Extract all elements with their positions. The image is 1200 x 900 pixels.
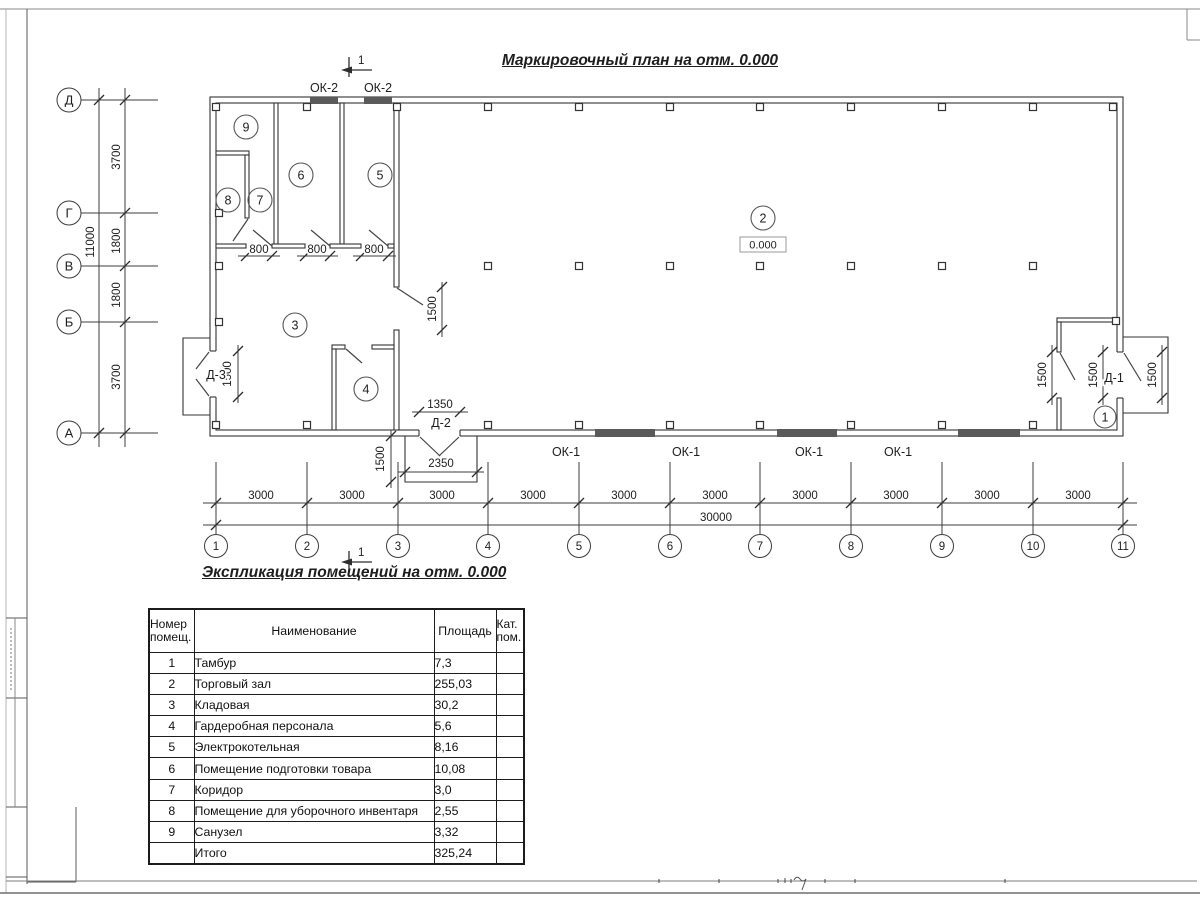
dim-label: 1800 [111, 282, 123, 308]
entrance-vestibules [183, 337, 1168, 482]
axis-row-label: Д [64, 92, 74, 108]
dim-label: 3000 [702, 490, 728, 502]
room-number-cell: 5 [149, 737, 194, 758]
window-mark: ОК-2 [309, 81, 339, 95]
room-name-cell: Гардеробная персонала [194, 716, 434, 737]
room-area-cell: 7,3 [434, 652, 496, 673]
table-row [149, 779, 524, 800]
room-number: 4 [362, 382, 370, 397]
room-number: 9 [242, 120, 250, 135]
axis-col-label: 5 [575, 541, 583, 553]
room-area-cell: 5,6 [434, 716, 496, 737]
room-name-cell: Помещение для уборочного инвентаря [194, 800, 434, 821]
dim-label: 3000 [520, 490, 546, 502]
room-name-cell: Тамбур [194, 652, 434, 673]
table-row [149, 800, 524, 821]
axis-col-label: 2 [303, 541, 311, 553]
dim-label: 3000 [883, 490, 909, 502]
table-row [149, 716, 524, 737]
room-labels [216, 115, 1116, 428]
room-number-cell: 1 [149, 652, 194, 673]
axis-col-label: 3 [394, 541, 402, 553]
dim-label: 3000 [429, 490, 455, 502]
room-area-cell: 10,08 [434, 758, 496, 779]
room-name-cell: Электрокотельная [194, 737, 434, 758]
dim-label: 1500 [427, 296, 439, 322]
dim-label: 2350 [428, 458, 454, 470]
room-number: 5 [376, 168, 384, 183]
table-row [149, 737, 524, 758]
axis-col-label: 9 [938, 541, 946, 553]
door-mark: Д-2 [431, 416, 451, 430]
dim-label: 800 [364, 244, 384, 256]
window-mark: ОК-1 [794, 445, 824, 459]
room-number-cell: 3 [149, 694, 194, 715]
footer-stamp [6, 877, 1197, 890]
axis-col-label: 10 [1026, 541, 1040, 553]
dim-label: 1500 [1037, 362, 1049, 388]
table-row [149, 822, 524, 843]
room-name-cell: Коридор [194, 779, 434, 800]
axis-row-label: Б [64, 314, 74, 330]
windows [310, 97, 1020, 437]
section-number: 1 [358, 547, 365, 559]
room-cat-cell [496, 694, 524, 715]
room-number-cell: 9 [149, 822, 194, 843]
room-number: 7 [256, 193, 264, 208]
dim-label: 1350 [427, 399, 453, 411]
door-mark: Д-1 [1104, 371, 1124, 385]
axis-col-label: 11 [1117, 541, 1129, 553]
room-area-cell: 3,32 [434, 822, 496, 843]
room-name-cell: Санузел [194, 822, 434, 843]
room-name-cell: Кладовая [194, 694, 434, 715]
room-number: 1 [1101, 410, 1109, 425]
room-number-cell: 8 [149, 800, 194, 821]
dim-label: 1500 [375, 446, 387, 472]
table-header-number: Номер помещ. [149, 609, 194, 652]
room-cat-cell [496, 843, 524, 864]
room-number: 3 [291, 318, 299, 333]
room-cat-cell [496, 652, 524, 673]
dim-label: 3000 [611, 490, 637, 502]
dim-label: 3700 [111, 144, 123, 170]
room-cat-cell [496, 737, 524, 758]
window-mark: ОК-1 [671, 445, 701, 459]
room-number-cell: 6 [149, 758, 194, 779]
axis-col-label: 7 [756, 541, 764, 553]
table-row [149, 694, 524, 715]
side-stamp [6, 618, 76, 882]
elevation-label: 0.000 [749, 239, 777, 252]
room-number: 6 [297, 168, 305, 183]
dim-total-label: 30000 [700, 512, 732, 524]
room-number-cell [149, 843, 194, 864]
dim-label: 3000 [792, 490, 818, 502]
dim-label: 3000 [248, 490, 274, 502]
room-area-cell: 30,2 [434, 694, 496, 715]
room-name-cell: Торговый зал [194, 673, 434, 694]
axis-col-label: 8 [847, 541, 855, 553]
room-number: 8 [224, 193, 232, 208]
table-header-category: Кат. пом. [496, 609, 524, 652]
dim-label: 800 [307, 244, 327, 256]
table-title: Экспликация помещений на отм. 0.000 [202, 564, 507, 581]
axis-row-label: В [64, 258, 74, 274]
room-cat-cell [496, 716, 524, 737]
window-mark: ОК-1 [883, 445, 913, 459]
plan-title: Маркировочный план на отм. 0.000 [501, 52, 779, 69]
room-area-cell: 255,03 [434, 673, 496, 694]
dim-total-label: 11000 [85, 226, 97, 258]
axis-row-label: А [64, 425, 74, 441]
dim-label: 3000 [1065, 490, 1091, 502]
axis-col-label: 6 [666, 541, 674, 553]
room-area-cell: 2,55 [434, 800, 496, 821]
column-markers [213, 104, 1120, 429]
room-area-cell: 325,24 [434, 843, 496, 864]
dim-label: 1500 [1147, 362, 1159, 388]
room-number-cell: 7 [149, 779, 194, 800]
room-cat-cell [496, 800, 524, 821]
dim-label: 1500 [1088, 362, 1100, 388]
door-mark: Д-3 [206, 368, 226, 382]
axis-col-label: 1 [212, 541, 220, 553]
room-area-cell: 3,0 [434, 779, 496, 800]
window-mark: ОК-1 [551, 445, 581, 459]
axis-col-label: 4 [484, 541, 492, 553]
table-header-area: Площадь [434, 609, 496, 652]
room-cat-cell [496, 758, 524, 779]
dim-label: 1800 [111, 228, 123, 254]
dim-label: 3000 [974, 490, 1000, 502]
dim-label: 800 [249, 244, 269, 256]
axis-row-label: Г [65, 205, 73, 221]
room-name-cell: Помещение подготовки товара [194, 758, 434, 779]
section-number: 1 [358, 55, 365, 67]
room-cat-cell [496, 673, 524, 694]
floor-plan-walls [206, 97, 1125, 438]
room-cat-cell [496, 779, 524, 800]
room-name-cell: Итого [194, 843, 434, 864]
table-row [149, 673, 524, 694]
room-number-cell: 2 [149, 673, 194, 694]
room-area-cell: 8,16 [434, 737, 496, 758]
window-mark: ОК-2 [363, 81, 393, 95]
door-leaves [196, 219, 1141, 456]
room-cat-cell [496, 822, 524, 843]
dim-label: 3700 [111, 364, 123, 390]
table-header-name: Наименование [194, 609, 434, 652]
room-number: 2 [759, 211, 767, 226]
signature-scribble [794, 877, 806, 890]
dim-label: 1500 [222, 361, 234, 387]
room-explication-table [148, 608, 525, 865]
table-row-total [149, 843, 524, 864]
table-row [149, 652, 524, 673]
dim-label: 3000 [339, 490, 365, 502]
axis-grid-bottom [203, 462, 1137, 558]
room-number-cell: 4 [149, 716, 194, 737]
axis-grid-left [57, 88, 158, 447]
table-row [149, 758, 524, 779]
